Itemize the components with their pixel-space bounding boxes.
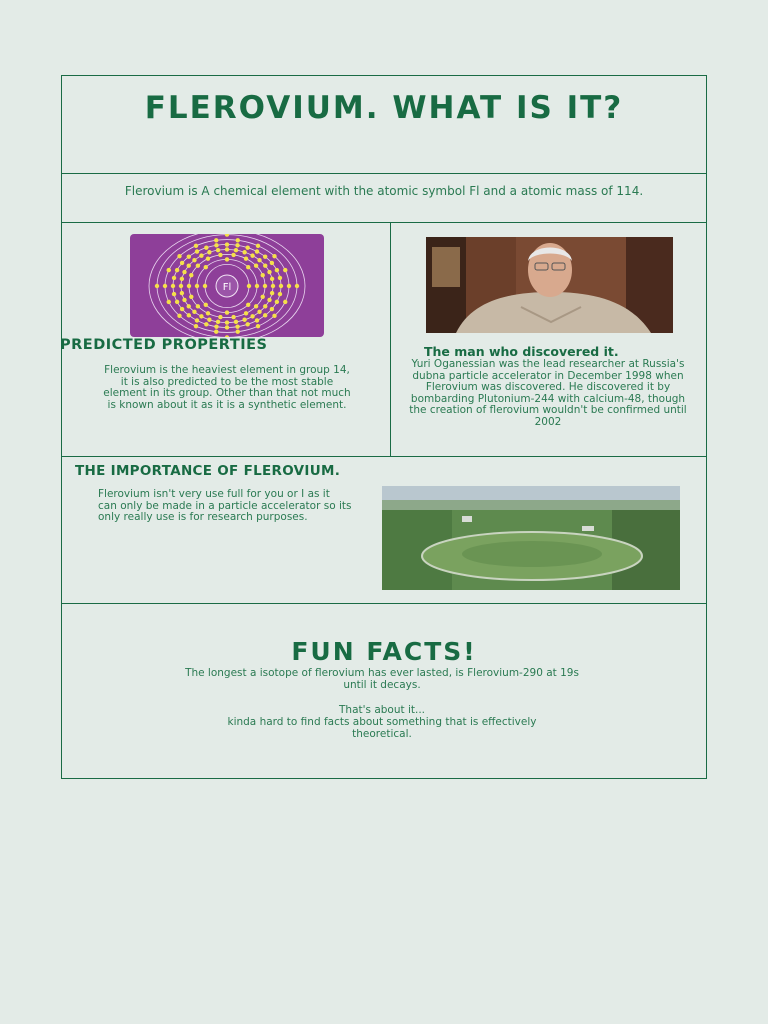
electron	[206, 311, 210, 315]
electron	[187, 264, 191, 268]
electron	[242, 250, 246, 254]
electron	[270, 277, 274, 281]
electron	[180, 291, 184, 295]
electron	[216, 320, 220, 324]
fun-fact-2-line-1: That's about it...	[339, 704, 425, 716]
electron	[257, 258, 261, 262]
electron	[214, 324, 218, 328]
electron	[261, 295, 265, 299]
electron	[207, 318, 211, 322]
electron	[242, 318, 246, 322]
electron	[283, 300, 287, 304]
electron	[214, 238, 218, 242]
electron	[244, 256, 248, 260]
electron	[295, 284, 299, 288]
electron	[255, 318, 259, 322]
electron	[204, 303, 208, 307]
electron	[155, 284, 159, 288]
electron	[235, 243, 239, 247]
electron	[225, 234, 229, 237]
electron	[182, 298, 186, 302]
electron	[172, 276, 176, 280]
electron	[195, 249, 199, 253]
electron	[272, 314, 276, 318]
electron	[287, 284, 291, 288]
electron	[283, 268, 287, 272]
intro-text: Flerovium is A chemical element with the atomic symbol Fl and a atomic mass of 114.	[124, 184, 644, 198]
electron	[250, 314, 254, 318]
electron	[270, 261, 274, 265]
atom-diagram	[130, 234, 324, 337]
electron	[194, 324, 198, 328]
electron	[214, 243, 218, 247]
electron	[267, 270, 271, 274]
electron	[231, 253, 235, 257]
electron	[195, 318, 199, 322]
electron	[234, 248, 238, 252]
electron	[279, 284, 283, 288]
properties-text: Flerovium is the heaviest element in group 14, it is also predicted to be the most stable element in its group. Other than that not much is known about it as it is a synthetic element.	[103, 364, 351, 411]
electron	[250, 253, 254, 257]
electron	[189, 273, 193, 277]
electron	[225, 257, 229, 261]
electron	[180, 261, 184, 265]
electron	[203, 284, 207, 288]
electron	[192, 310, 196, 314]
electron	[244, 311, 248, 315]
electron	[275, 300, 279, 304]
importance-heading: THE IMPORTANCE OF FLEROVIUM.	[75, 463, 341, 479]
fun-facts-heading: FUN FACTS!	[291, 637, 477, 666]
electron	[236, 238, 240, 242]
electron	[187, 284, 191, 288]
electron	[218, 315, 222, 319]
accelerator-aerial-photo	[382, 486, 680, 590]
electron	[199, 253, 203, 257]
page-title: FLEROVIUM. WHAT IS IT?	[144, 90, 624, 126]
electron	[187, 313, 191, 317]
electron	[196, 304, 200, 308]
electron	[192, 258, 196, 262]
electron	[256, 324, 260, 328]
electron	[263, 304, 267, 308]
electron	[216, 248, 220, 252]
electron	[177, 254, 181, 258]
electron	[234, 320, 238, 324]
electron	[225, 247, 229, 251]
discoverer-text: Yuri Oganessian was the lead researcher at Russia's dubna particle accelerator in December 1998 when Flerovium was discovered. He discovered it by bombarding Plutonium-244 with calcium-48, though the creation of flerovium wouldn't be confirmed until 2002	[409, 358, 687, 428]
electron	[225, 320, 229, 324]
electron	[263, 284, 267, 288]
properties-heading: PREDICTED PROPERTIES	[60, 337, 268, 353]
atom-symbol: Fl	[222, 282, 232, 293]
electron	[177, 314, 181, 318]
electron	[272, 254, 276, 258]
electron	[254, 304, 258, 308]
electron	[246, 303, 250, 307]
electron	[225, 310, 229, 314]
divider-title	[62, 173, 706, 174]
electron	[172, 292, 176, 296]
electron	[257, 310, 261, 314]
electron	[263, 313, 267, 317]
discoverer-photo	[426, 237, 673, 333]
electron	[255, 284, 259, 288]
fun-fact-1: The longest a isotope of flerovium has ever lasted, is Flerovium-290 at 19s until it decays.	[185, 667, 579, 691]
electron	[263, 254, 267, 258]
electron	[189, 295, 193, 299]
electron	[182, 270, 186, 274]
electron	[204, 322, 208, 326]
electron	[214, 330, 218, 334]
electron	[207, 250, 211, 254]
electron	[167, 268, 171, 272]
electron	[218, 253, 222, 257]
electron	[245, 322, 249, 326]
electron	[270, 307, 274, 311]
electron	[263, 264, 267, 268]
electron	[267, 298, 271, 302]
divider-importance	[62, 603, 706, 604]
electron	[245, 245, 249, 249]
fun-fact-2-line-2: kinda hard to find facts about something that is effectively theoretical.	[227, 716, 537, 740]
electron	[206, 256, 210, 260]
electron	[271, 284, 275, 288]
electron	[187, 304, 191, 308]
poster	[61, 75, 707, 779]
electron	[236, 330, 240, 334]
electron	[196, 264, 200, 268]
electron	[199, 314, 203, 318]
electron	[270, 291, 274, 295]
divider-intro	[62, 222, 706, 223]
electron	[275, 268, 279, 272]
electron	[187, 254, 191, 258]
electron	[179, 284, 183, 288]
atom-model-image	[130, 234, 324, 337]
electron	[278, 276, 282, 280]
electron	[180, 307, 184, 311]
electron	[256, 244, 260, 248]
electron	[278, 292, 282, 296]
electron	[261, 273, 265, 277]
electron	[204, 245, 208, 249]
electron	[180, 277, 184, 281]
divider-middle	[62, 456, 706, 457]
electron	[195, 284, 199, 288]
electron	[175, 300, 179, 304]
electron	[225, 325, 229, 329]
electron	[167, 300, 171, 304]
electron	[204, 265, 208, 269]
electron	[254, 264, 258, 268]
electron	[194, 244, 198, 248]
divider-vertical	[390, 222, 391, 456]
electron	[231, 315, 235, 319]
electron	[171, 284, 175, 288]
electron	[175, 268, 179, 272]
electron	[225, 242, 229, 246]
electron	[255, 249, 259, 253]
discoverer-heading: The man who discovered it.	[424, 344, 619, 359]
electron	[246, 265, 250, 269]
electron	[163, 284, 167, 288]
electron	[235, 324, 239, 328]
electron	[247, 284, 251, 288]
importance-text: Flerovium isn't very use full for you or I as it can only be made in a particle accelerator so its only really use is for research purposes.	[98, 488, 352, 524]
